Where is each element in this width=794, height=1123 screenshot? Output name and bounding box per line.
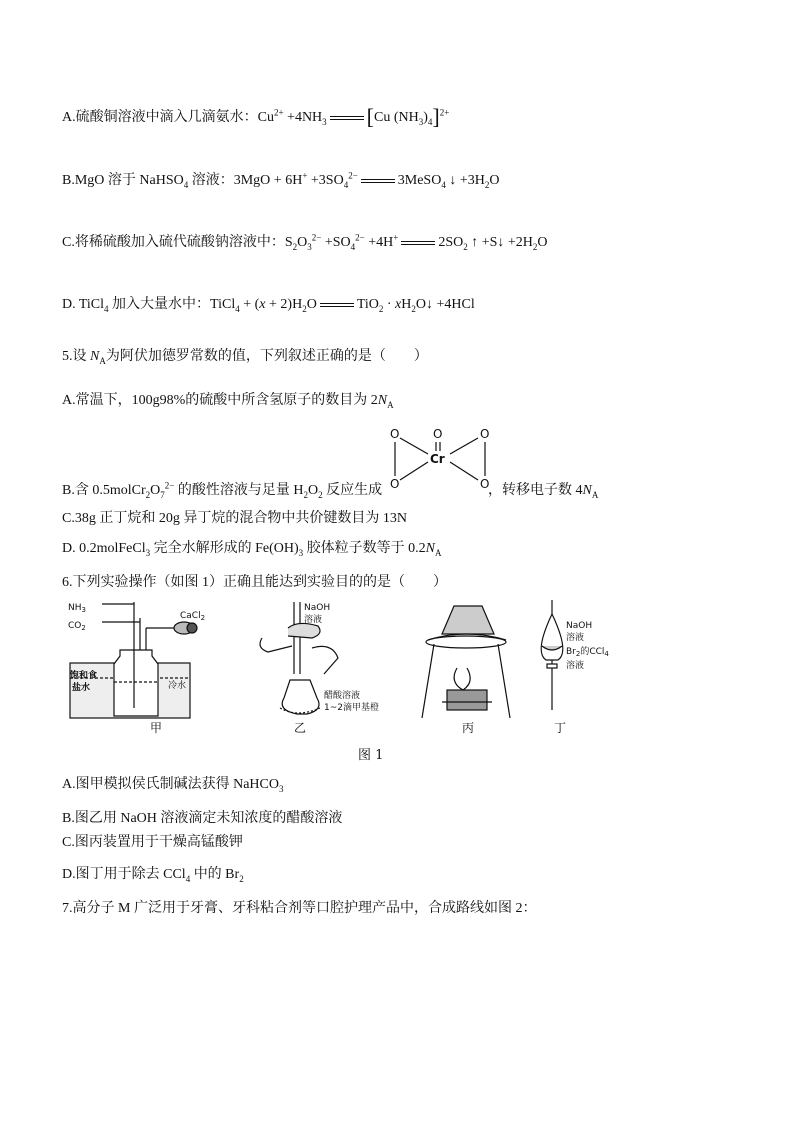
cro5-structure-diagram: [384, 420, 496, 494]
label-d-solution: 溶液: [566, 661, 585, 671]
label-brine-1: 饱和食: [70, 671, 98, 681]
o-atom: O: [480, 477, 490, 491]
label-naoh-1: NaOH: [304, 603, 331, 613]
label-bing: 丙: [462, 721, 475, 735]
question-6-stem: 6.下列实验操作（如图 1）正确且能达到实验目的的是（ ）: [62, 575, 447, 590]
option-4b: B.MgO 溶于 NaHSO$_4$ 溶液：$3MgO + 6H^+ +3SO_4^{2-}$ 3MeSO$_4$ ↓ $+3H_2O$: [62, 170, 500, 190]
label-jia: 甲: [150, 721, 163, 735]
label-ding: 丁: [554, 721, 567, 735]
label-yi: 乙: [294, 721, 307, 735]
apparatus-bing: [422, 606, 510, 718]
figure-1-apparatus: [62, 598, 609, 738]
label-cold-water: 冷水: [168, 681, 187, 691]
label-co2: $CO_2$: [68, 621, 86, 632]
apparatus-jia: [70, 602, 197, 718]
label-acetic-1: 醋酸溶液: [324, 691, 361, 701]
o-atom: O: [480, 427, 490, 441]
option-5c: C.38g 正丁烷和 20g 异丁烷的混合物中共价键数目为 13N: [62, 511, 407, 526]
question-5-stem: 5.设 $N_A$为阿伏加德罗常数的值，下列叙述正确的是（ ）: [62, 349, 428, 366]
label-acetic-2: 1~2滴甲基橙: [324, 703, 379, 713]
option-5a: A.常温下，100g98%的硫酸中所含氢原子的数目为 $2N_A$: [62, 393, 394, 410]
label-brine-2: 盐水: [72, 683, 91, 693]
equals-arrow: [330, 116, 364, 120]
option-6c: C.图丙装置用于干燥高锰酸钾: [62, 835, 243, 850]
label-d-br2: $Br_2$的CCl$_4$: [566, 647, 609, 658]
label-nh3: $NH_3$: [68, 603, 86, 614]
option-5b: B.含 $0.5molCr_2O_7^{2-}$ 的酸性溶液与足量 $H_2O_2$ 反应生成: [62, 480, 383, 500]
option-6b: B.图乙用 NaOH 溶液滴定未知浓度的醋酸溶液: [62, 811, 343, 826]
option-4a: A.硫酸铜溶液中滴入几滴氨水：$Cu^{2+} +4NH_3$ [Cu $(NH_3)_4]^{2+}$: [62, 104, 450, 129]
label-d-naoh-2: 溶液: [566, 633, 585, 643]
label-cacl2: CaCl$_2$: [180, 611, 206, 622]
o-atom: O: [390, 477, 400, 491]
apparatus-ding: [541, 600, 563, 710]
question-7-stem: 7.高分子 M 广泛用于牙膏、牙科粘合剂等口腔护理产品中，合成路线如图 2：: [62, 901, 537, 916]
option-5b-tail: ，转移电子数 $4N_A$: [488, 483, 599, 500]
option-6a: A.图甲模拟侯氏制碱法获得 NaHCO$_3$: [62, 777, 284, 794]
option-4c: C.将稀硫酸加入硫代硫酸钠溶液中：$S_2O_3^{2-} +SO_4^{2-} +4H^+$ $2SO_2$ ↑ +S↓ $+2H_2O$: [62, 232, 548, 252]
option-5d: D. 0.2molFeCl$_3$ 完全水解形成的 $Fe(OH)_3$ 胶体粒子数等于 $0.2N_A$: [62, 541, 442, 558]
o-atom: O: [433, 427, 443, 441]
figure-1-caption: 图 1: [358, 748, 384, 763]
o-atom: O: [390, 427, 400, 441]
cr-atom: Cr: [430, 452, 445, 466]
option-4d: D. TiCl$_4$ 加入大量水中：TiCl$_4$ + $(x + 2)H_2O$ $TiO_2 \cdot xH_2O↓ +4HCl$: [62, 297, 475, 314]
label-d-naoh-1: NaOH: [566, 621, 593, 631]
option-6d: D.图丁用于除去 CCl$_4$ 中的 $Br_2$: [62, 867, 244, 884]
label-naoh-2: 溶液: [304, 615, 323, 625]
